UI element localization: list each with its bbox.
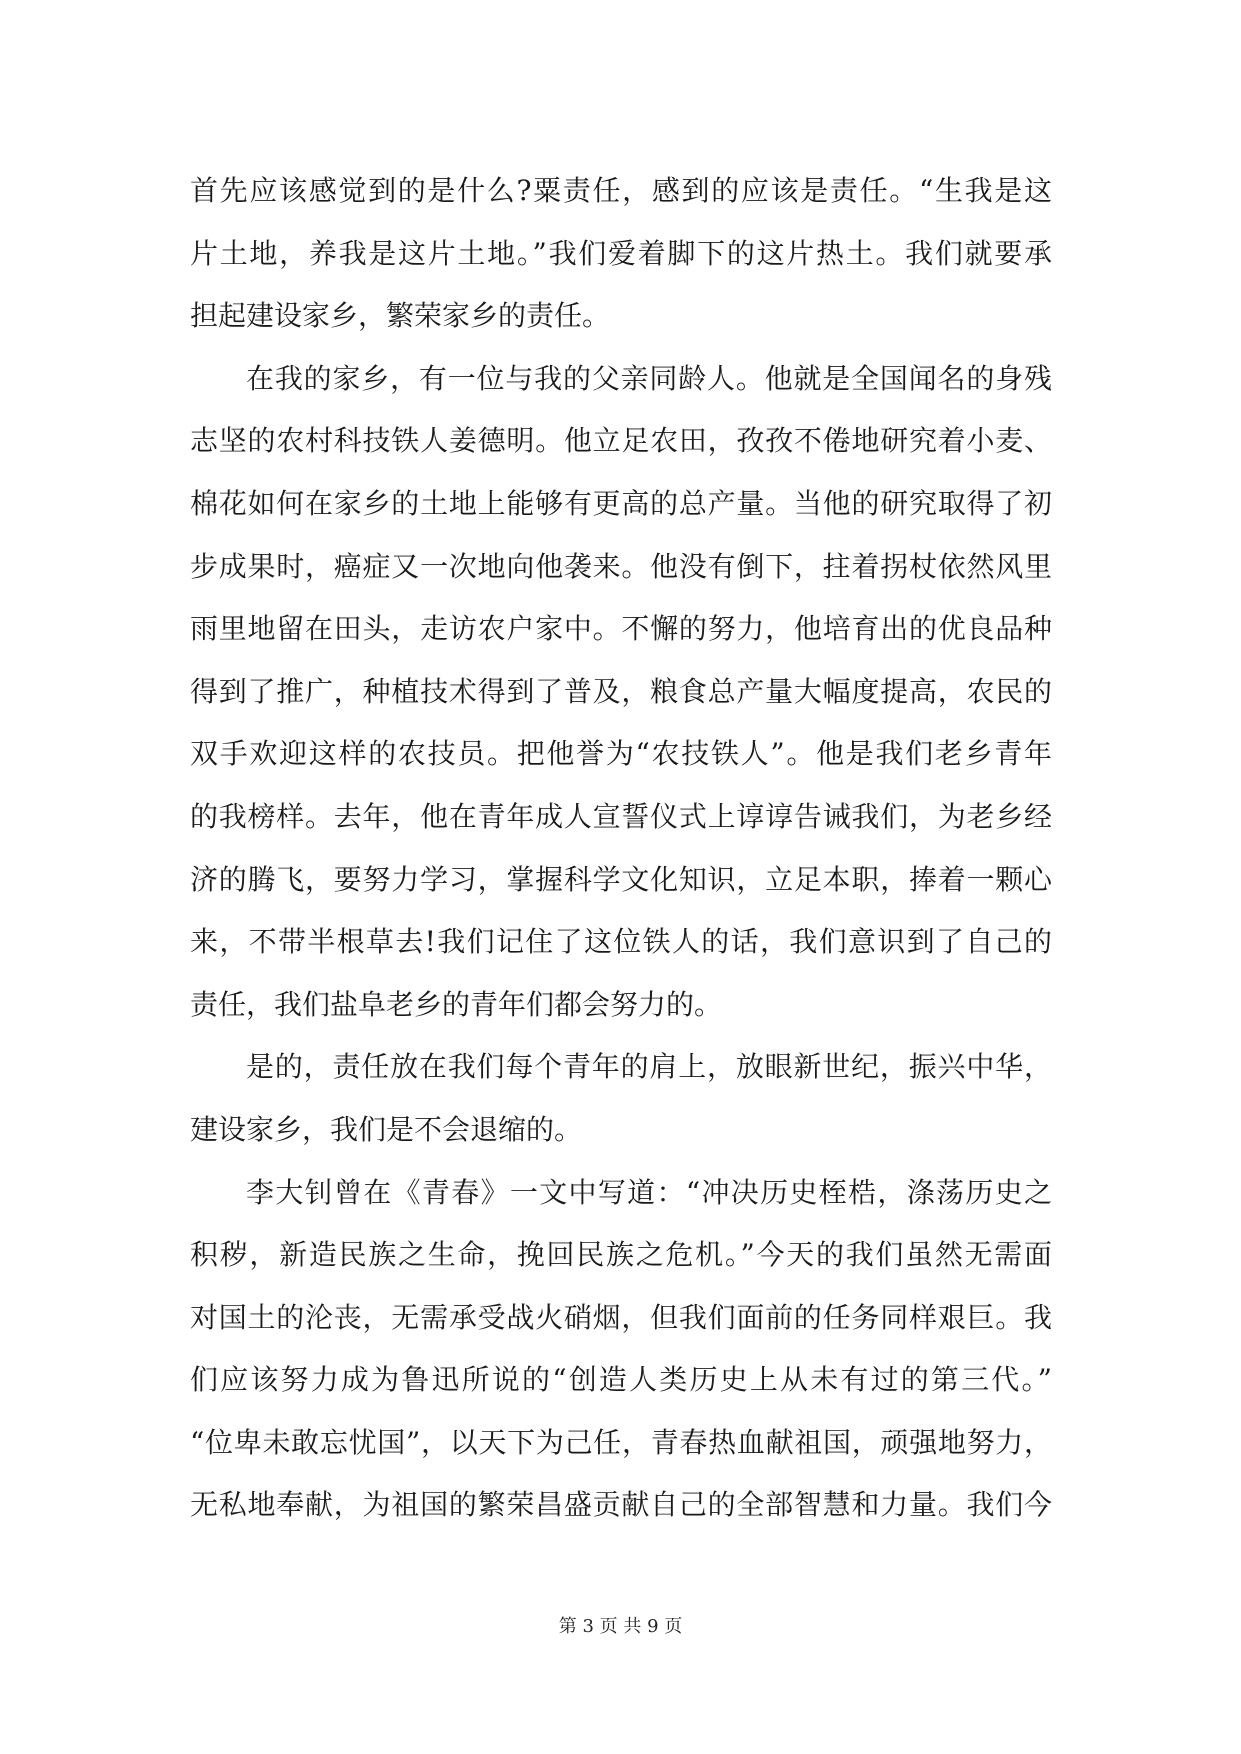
paragraph-4-line-1: 李大钊曾在《青春》一文中写道：“冲决历史桎梏，涤荡历史之: [246, 1175, 1052, 1209]
paragraph-2-line-1: 在我的家乡，有一位与我的父亲同龄人。他就是全国闻名的身残: [246, 361, 1052, 395]
paragraph-2-line-2: 志坚的农村科技铁人姜德明。他立足农田，孜孜不倦地研究着小麦、: [190, 424, 1052, 458]
paragraph-2-line-9: 济的腾飞，要努力学习，掌握科学文化知识，立足本职，捧着一颗心: [190, 862, 1052, 896]
body-text: [190, 160, 1052, 1537]
paragraph-2-line-10: 来，不带半根草去!我们记住了这位铁人的话，我们意识到了自己的: [190, 925, 1052, 959]
page-number-footer: 第 3 页 共 9 页: [558, 1616, 683, 1637]
paragraph-1-line-1: 首先应该感觉到的是什么?粟责任，感到的应该是责任。“生我是这: [190, 174, 1052, 207]
paragraph-4-line-5: “位卑未敢忘忧国”，以天下为己任，青春热血献祖国，顽强地努力，: [190, 1425, 1052, 1459]
paragraph-3-line-2: 建设家乡，我们是不会退缩的。: [190, 1112, 583, 1146]
paragraph-4-line-4: 们应该努力成为鲁迅所说的“创造人类历史上从未有过的第三代。”: [190, 1363, 1052, 1397]
paragraph-2-line-5: 雨里地留在田头，走访农户家中。不懈的努力，他培育出的优良品种: [190, 612, 1052, 646]
paragraph-2-line-3: 棉花如何在家乡的土地上能够有更高的总产量。当他的研究取得了初: [190, 486, 1052, 520]
paragraph-1-line-2: 片土地，养我是这片土地。”我们爱着脚下的这片热土。我们就要承: [190, 236, 1052, 270]
paragraph-4-line-6: 无私地奉献，为祖国的繁荣昌盛贡献自己的全部智慧和力量。我们今: [190, 1488, 1052, 1522]
paragraph-2-line-4: 步成果时，癌症又一次地向他袭来。他没有倒下，拄着拐杖依然风里: [190, 549, 1052, 583]
paragraph-2-line-6: 得到了推广，种植技术得到了普及，粮食总产量大幅度提高，农民的: [190, 674, 1052, 708]
paragraph-2-line-7: 双手欢迎这样的农技员。把他誉为“农技铁人”。他是我们老乡青年: [190, 737, 1052, 771]
paragraph-4-line-3: 对国土的沦丧，无需承受战火硝烟，但我们面前的任务同样艰巨。我: [190, 1300, 1052, 1334]
paragraph-3-line-1: 是的，责任放在我们每个青年的肩上，放眼新世纪，振兴中华，: [246, 1050, 1052, 1084]
paragraph-2-line-11: 责任，我们盐阜老乡的青年们都会努力的。: [190, 987, 723, 1021]
paragraph-2-line-8: 的我榜样。去年，他在青年成人宣誓仪式上谆谆告诫我们，为老乡经: [190, 799, 1052, 833]
paragraph-4-line-2: 积秽，新造民族之生命，挽回民族之危机。”今天的我们虽然无需面: [190, 1238, 1052, 1272]
paragraph-1-line-3: 担起建设家乡，繁荣家乡的责任。: [190, 299, 611, 333]
